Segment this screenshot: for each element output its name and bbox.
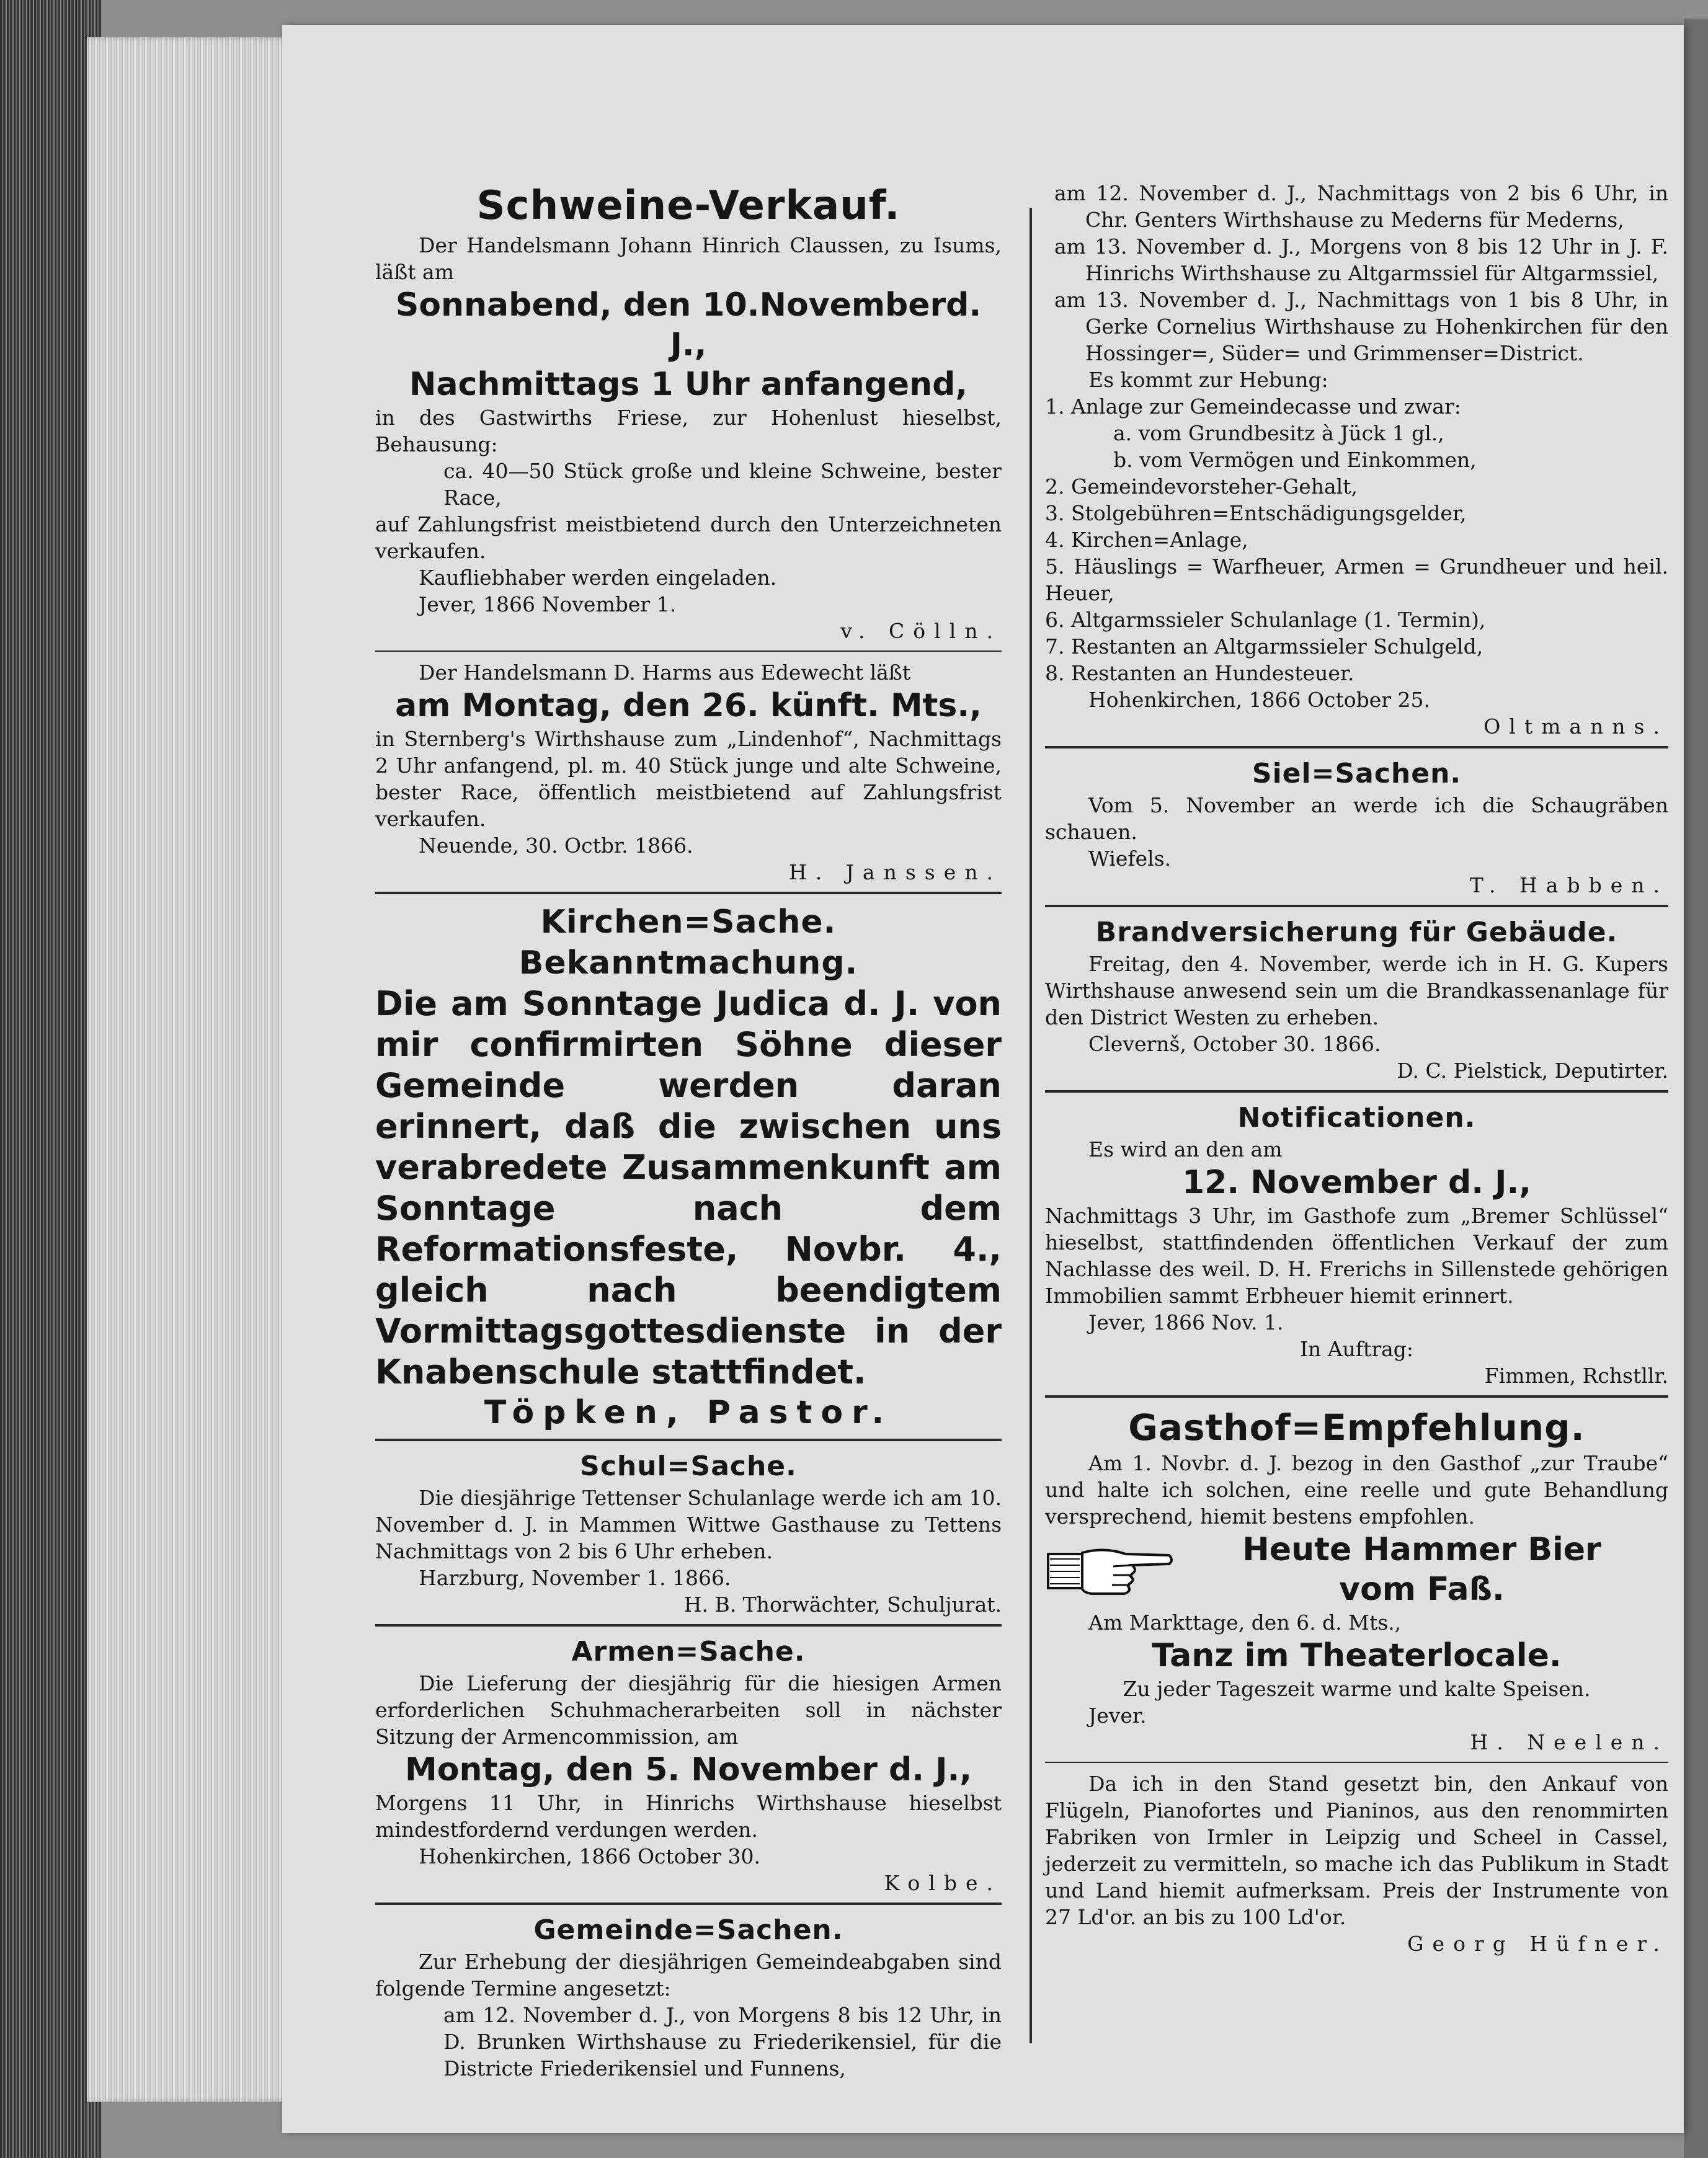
tanz-line: Tanz im Theaterlocale. (1152, 1637, 1562, 1674)
right-column (1045, 180, 1668, 1957)
siel-title: Siel=Sachen. (1252, 758, 1462, 789)
pointing-hand-icon (1045, 1535, 1175, 1604)
siel-sachen-notice (1045, 756, 1668, 899)
schweine-terms: auf Zahlungsfrist meistbietend durch den Unterzeichneten verkaufen. (375, 512, 1002, 563)
huefner-notice (1045, 1770, 1668, 1957)
column-divider (1030, 208, 1032, 2043)
armen-title: Armen=Sache. (571, 1636, 806, 1667)
schweine-title: Schweine-Verkauf. (476, 183, 901, 229)
schweine-date: Sonnabend, den 10.Novemberd. J., (395, 286, 982, 363)
notif-dateline: Jever, 1866 Nov. 1. (1088, 1310, 1284, 1334)
hebung-item: 4. Kirchen=Anlage, (1045, 528, 1248, 552)
divider (375, 1624, 1002, 1627)
gasthof-place: Jever. (1088, 1703, 1147, 1728)
gasthof-signature: H. Neelen. (1470, 1730, 1668, 1754)
harms-signature: H. Janssen. (788, 860, 1002, 884)
notif-date: 12. November d. J., (1182, 1164, 1531, 1201)
left-column (375, 180, 1002, 2082)
notif-intro: Es wird an den am (1088, 1137, 1283, 1161)
divider (375, 892, 1002, 894)
schul-dateline: Harzburg, November 1. 1866. (419, 1566, 731, 1590)
notif-auftrag: In Auftrag: (1299, 1337, 1414, 1361)
hebung-item: b. vom Vermögen und Einkommen, (1113, 448, 1477, 472)
hebung-item: 7. Restanten an Altgarmssieler Schulgeld, (1045, 634, 1483, 659)
gasthof-empfehlung-notice (1045, 1405, 1668, 1756)
brand-signature: D. C. Pielstick, Deputirter. (1397, 1059, 1668, 1083)
armen-date: Montag, den 5. November d. J., (405, 1751, 972, 1788)
schul-body: Die diesjährige Tettenser Schulanlage werde ich am 10. November d. J. in Mammen Wittwe Gasthause zu Tettens Nachmittags von 2 bis 6 Uhr erheben. (375, 1486, 1002, 1563)
divider (375, 651, 1002, 652)
hebung-item: 8. Restanten an Hundesteuer. (1045, 661, 1354, 685)
notif-title: Notificationen. (1237, 1102, 1476, 1134)
brand-body: Freitag, den 4. November, werde ich in H. G. Kupers Wirthshause anwesend sein um die Brandkassenanlage für den District Westen zu erheben. (1045, 952, 1668, 1029)
notificationen-notice (1045, 1100, 1668, 1389)
hebung-item: 5. Häuslings = Warfheuer, Armen = Grundheuer und heil. Heuer, (1045, 554, 1668, 605)
bier-row (1045, 1530, 1668, 1609)
hebung-item: 2. Gemeindevorsteher-Gehalt, (1045, 474, 1358, 499)
armen-body2: Morgens 11 Uhr, in Hinrichs Wirthshause hieselbst mindestfordernd verdungen werden. (375, 1791, 1002, 1842)
harms-dateline: Neuende, 30. Octbr. 1866. (419, 833, 693, 858)
gemeinde-term: am 13. November d. J., Nachmittags von 1 bis 8 Uhr, in Gerke Cornelius Wirthshause zu Hohenkirchen für den Hossinger=, Süder= und Grimmenser=District. (1054, 288, 1668, 365)
notif-signature: Fimmen, Rchstllr. (1484, 1364, 1668, 1388)
siel-body: Vom 5. November an werde ich die Schaugräben schauen. (1045, 793, 1668, 844)
brandversicherung-notice (1045, 915, 1668, 1084)
schweine-time: Nachmittags 1 Uhr anfangend, (409, 366, 968, 403)
gasthof-body: Am 1. Novbr. d. J. bezog in den Gasthof „zur Traube“ und halte ich solchen, eine reelle und gute Behandlung versprechend, hiemit bestens empfohlen. (1045, 1451, 1668, 1529)
brand-title: Brandversicherung für Gebäude. (1095, 917, 1618, 948)
gemeinde-intro: Zur Erhebung der diesjährigen Gemeindeabgaben sind folgende Termine angesetzt: (375, 1950, 1002, 2000)
harms-intro: Der Handelsmann D. Harms aus Edewecht läßt (419, 660, 911, 685)
gemeinde-term: am 12. November d. J., von Morgens 8 bis 12 Uhr, in D. Brunken Wirthshause zu Friederikensiel, für die Districte Friederikensiel und Funnens, (443, 2003, 1002, 2080)
hebung-item: 1. Anlage zur Gemeindecasse und zwar: (1045, 394, 1461, 419)
gemeinde-signature: Oltmanns. (1483, 714, 1668, 739)
armen-body: Die Lieferung der diesjährig für die hiesigen Armen erforderlichen Schuhmacherarbeiten soll in nächster Sitzung der Armencommission, am (375, 1671, 1002, 1749)
siel-place: Wiefels. (1088, 846, 1172, 871)
kirchen-subtitle: Bekanntmachung. (518, 944, 858, 982)
page-block-edge (87, 37, 291, 2102)
schweine-verkauf-notice (375, 180, 1002, 644)
newspaper-page (282, 25, 1684, 2133)
gemeinde-sachen-notice (375, 1912, 1002, 2082)
schweine-signature: v. Cölln. (840, 619, 1002, 643)
page-right-shadow (1684, 19, 1708, 2158)
bier-text (1175, 1530, 1668, 1609)
schweine-invite: Kaufliebhaber werden eingeladen. (419, 566, 777, 590)
kirchen-sache-notice (375, 902, 1002, 1432)
harms-body: in Sternberg's Wirthshause zum „Lindenhof“, Nachmittags 2 Uhr anfangend, pl. m. 40 Stück junge und alte Schweine, bester Race, öffentlich meistbietend auf Zahlungsfrist verkaufen. (375, 727, 1002, 831)
schweine-intro: Der Handelsmann Johann Hinrich Claussen, zu Isums, läßt am (375, 233, 1002, 284)
kirchen-signature: Töpken, Pastor. (484, 1394, 893, 1431)
gasthof-title: Gasthof=Empfehlung. (1128, 1406, 1585, 1449)
hebung-item: 6. Altgarmssieler Schulanlage (1. Termin), (1045, 608, 1486, 632)
harms-notice (375, 659, 1002, 886)
schweine-dateline: Jever, 1866 November 1. (419, 592, 677, 616)
bier-line-1: Heute Hammer Bier (1242, 1531, 1601, 1568)
kirchen-body: Die am Sonntage Judica d. J. von mir confirmirten Söhne dieser Gemeinde werden daran erinnert, daß die zwischen uns verabredete Zusammenkunft am Sonntage nach dem Reformationsfeste, Novbr. 4., gleich nach beendigtem Vormittagsgottesdienste in der Knabenschule stattfindet. (375, 984, 1002, 1392)
armen-dateline: Hohenkirchen, 1866 October 30. (419, 1844, 761, 1868)
schul-sache-notice (375, 1449, 1002, 1618)
gemeinde-title: Gemeinde=Sachen. (533, 1914, 843, 1946)
schul-title: Schul=Sache. (580, 1450, 797, 1482)
divider (1045, 1090, 1668, 1093)
brand-dateline: Clevernš, October 30. 1866. (1088, 1032, 1381, 1056)
gemeinde-term: am 13. November d. J., Morgens von 8 bis 12 Uhr in J. F. Hinrichs Wirthshause zu Altgarmssiel für Altgarmssiel, (1054, 234, 1668, 285)
schul-signature: H. B. Thorwächter, Schuljurat. (683, 1592, 1002, 1617)
divider (375, 1903, 1002, 1905)
hebung-item: 3. Stolgebühren=Entschädigungsgelder, (1045, 501, 1467, 525)
gemeinde-term: am 12. November d. J., Nachmittags von 2 bis 6 Uhr, in Chr. Genters Wirthshause zu Mederns für Mederns, (1054, 181, 1668, 232)
divider (1045, 1762, 1668, 1763)
huefner-signature: Georg Hüfner. (1407, 1932, 1668, 1956)
speisen-line: Zu jeder Tageszeit warme und kalte Speisen. (1123, 1677, 1591, 1701)
huefner-body: Da ich in den Stand gesetzt bin, den Ankauf von Flügeln, Pianofortes und Pianinos, aus den renommirten Fabriken von Irmler in Leipzig und Scheel in Cassel, jederzeit zu vermitteln, so mache ich das Publikum in Stadt und Land hiemit aufmerksam. Preis der Instrumente von 27 Ld'or. an bis zu 100 Ld'or. (1045, 1772, 1668, 1929)
harms-date: am Montag, den 26. künft. Mts., (395, 687, 982, 724)
schweine-place: in des Gastwirths Friese, zur Hohenlust hieselbst, Behausung: (375, 406, 1002, 456)
hebung-heading: Es kommt zur Hebung: (1088, 368, 1328, 392)
bier-line-2: vom Faß. (1339, 1571, 1505, 1608)
schweine-goods: ca. 40—50 Stück große und kleine Schweine, bester Race, (443, 459, 1002, 510)
gemeinde-continued (1045, 180, 1668, 740)
markt-line: Am Markttage, den 6. d. Mts., (1088, 1610, 1402, 1635)
notif-body: Nachmittags 3 Uhr, im Gasthofe zum „Bremer Schlüssel“ hieselbst, stattfindenden öffentlichen Verkauf der zum Nachlasse des weil. D. H. Frerichs in Sillenstede gehörigen Immobilien sammt Erbheuer hiemit erinnert. (1045, 1204, 1668, 1308)
siel-signature: T. Habben. (1469, 873, 1668, 897)
divider (375, 1439, 1002, 1441)
divider (1045, 746, 1668, 748)
divider (1045, 905, 1668, 907)
kirchen-title: Kirchen=Sache. (540, 904, 837, 941)
armen-signature: Kolbe. (884, 1871, 1002, 1895)
armen-sache-notice (375, 1634, 1002, 1896)
gemeinde-dateline: Hohenkirchen, 1866 October 25. (1088, 688, 1431, 712)
divider (1045, 1395, 1668, 1398)
hebung-item: a. vom Grundbesitz à Jück 1 gl., (1113, 421, 1444, 445)
